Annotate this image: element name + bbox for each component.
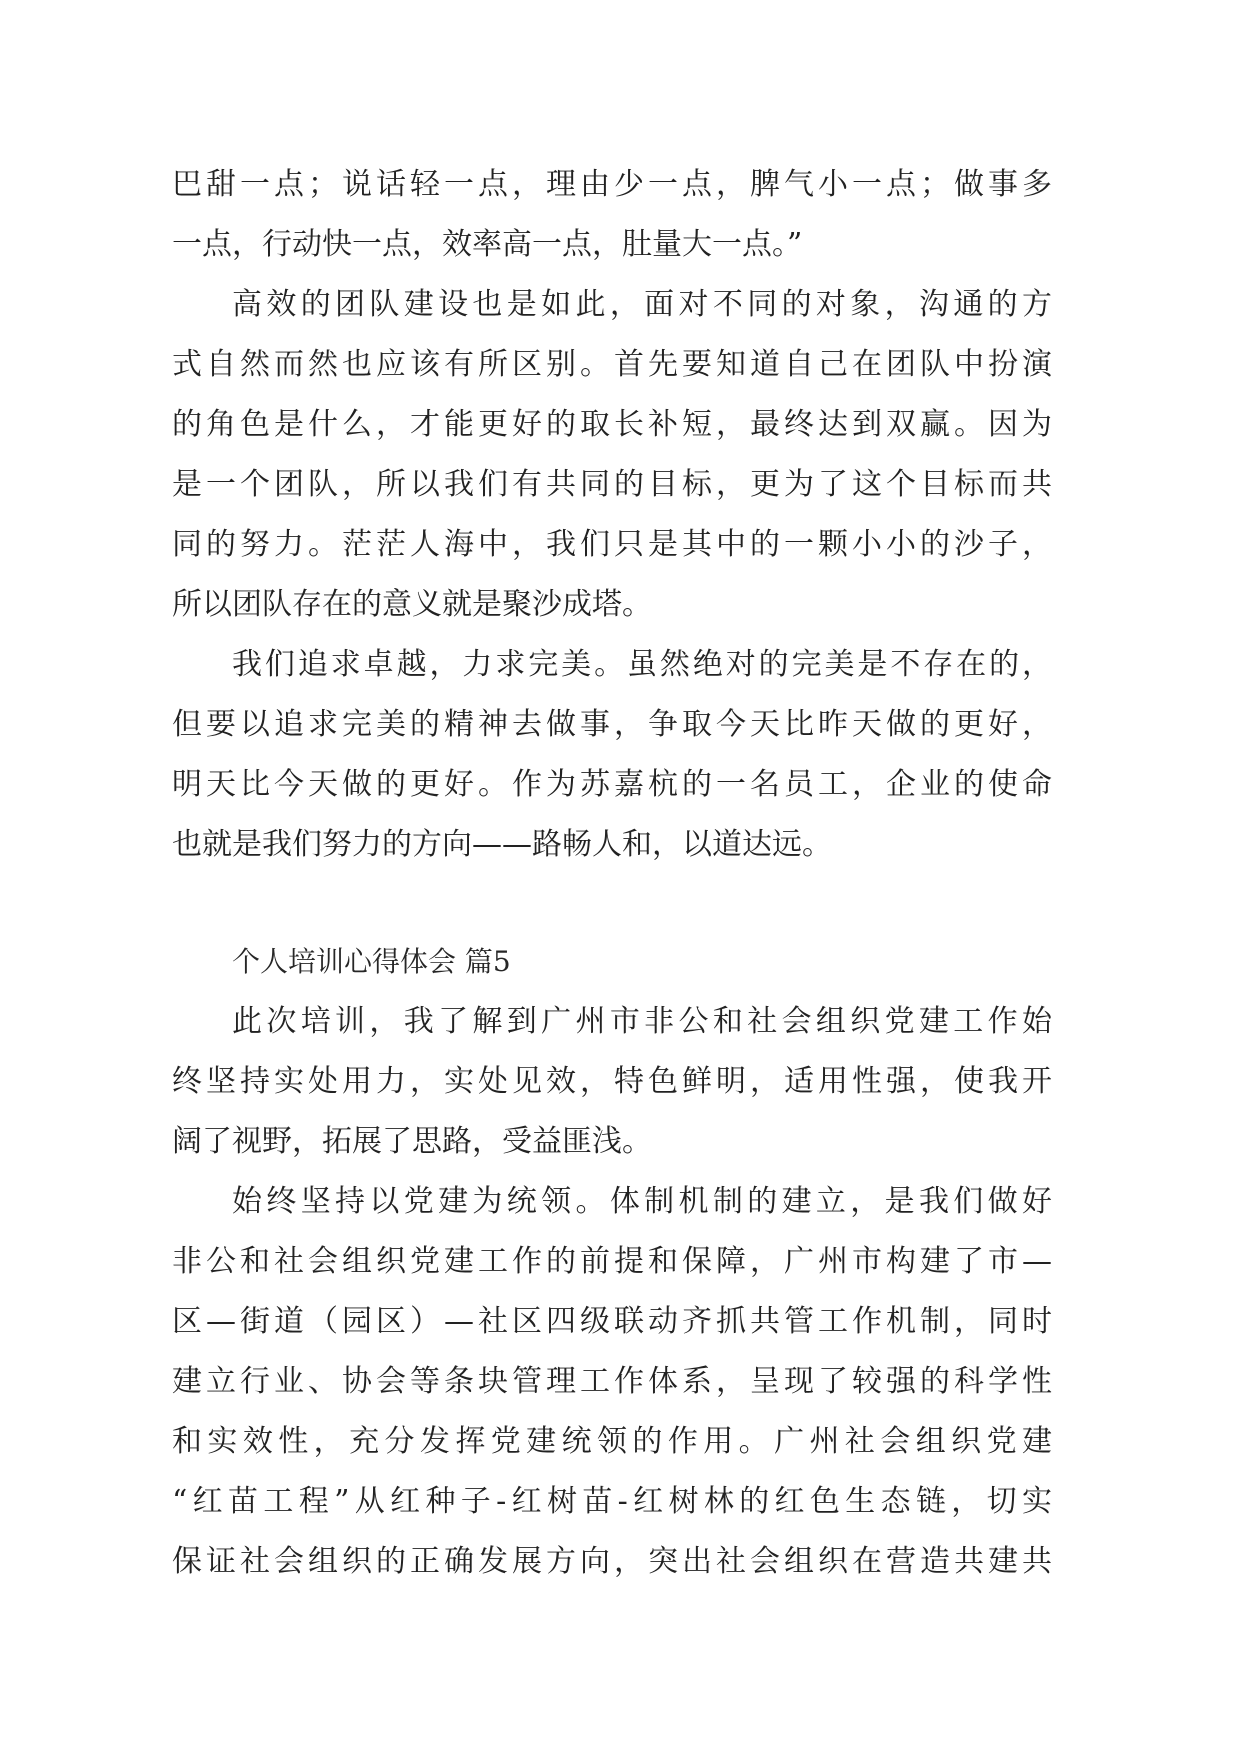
text-line: 的角色是什么，才能更好的取长补短，最终达到双赢。因为 xyxy=(172,407,1052,442)
section-gap xyxy=(172,875,1052,932)
text-line: 非公和社会组织党建工作的前提和保障，广州市构建了市— xyxy=(172,1244,1052,1279)
text-line: 同的努力。茫茫人海中，我们只是其中的一颗小小的沙子， xyxy=(172,527,1052,562)
text-line: 高效的团队建设也是如此，面对不同的对象，沟通的方 xyxy=(232,287,1052,322)
text-line: 但要以追求完美的精神去做事，争取今天比昨天做的更好， xyxy=(172,707,1052,742)
text-line: 明天比今天做的更好。作为苏嘉杭的一名员工，企业的使命 xyxy=(172,767,1052,802)
text-line: 式自然而然也应该有所区别。首先要知道自己在团队中扮演 xyxy=(172,347,1052,382)
paragraph xyxy=(172,155,1052,275)
text-line: 此次培训，我了解到广州市非公和社会组织党建工作始 xyxy=(232,1004,1052,1039)
text-line: 我们追求卓越，力求完美。虽然绝对的完美是不存在的， xyxy=(232,647,1052,682)
text-line: 建立行业、协会等条块管理工作体系，呈现了较强的科学性 xyxy=(172,1364,1052,1399)
paragraph xyxy=(172,275,1052,635)
text-line: 巴甜一点；说话轻一点，理由少一点，脾气小一点；做事多 xyxy=(172,167,1052,202)
text-line: 所以团队存在的意义就是聚沙成塔。 xyxy=(172,587,652,622)
text-line: 和实效性，充分发挥党建统领的作用。广州社会组织党建 xyxy=(172,1424,1052,1459)
text-line: 一点，行动快一点，效率高一点，肚量大一点。” xyxy=(172,227,803,262)
paragraph xyxy=(172,635,1052,875)
text-line: 保证社会组织的正确发展方向，突出社会组织在营造共建共 xyxy=(172,1544,1052,1579)
text-line: 始终坚持以党建为统领。体制机制的建立，是我们做好 xyxy=(232,1184,1052,1219)
paragraph xyxy=(172,1172,1052,1592)
section-heading: 个人培训心得体会 篇5 xyxy=(232,945,511,978)
text-line: 也就是我们努力的方向——路畅人和，以道达远。 xyxy=(172,827,832,862)
document-body xyxy=(172,155,1052,1592)
text-line: 阔了视野，拓展了思路，受益匪浅。 xyxy=(172,1124,652,1159)
text-line: “红苗工程”从红种子-红树苗-红树林的红色生态链，切实 xyxy=(172,1484,1052,1519)
text-line: 区—街道（园区）—社区四级联动齐抓共管工作机制，同时 xyxy=(172,1304,1052,1339)
text-line: 终坚持实处用力，实处见效，特色鲜明，适用性强，使我开 xyxy=(172,1064,1052,1099)
text-line: 是一个团队，所以我们有共同的目标，更为了这个目标而共 xyxy=(172,467,1052,502)
paragraph xyxy=(172,992,1052,1172)
